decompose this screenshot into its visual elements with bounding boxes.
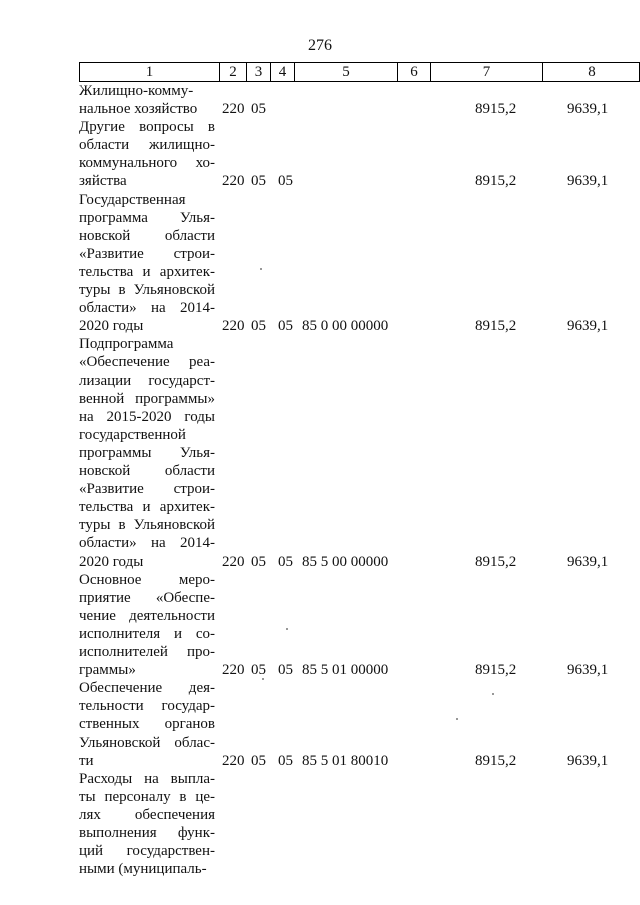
row-name-line: тельности государ- <box>79 698 215 715</box>
row-values <box>0 661 640 679</box>
cell-c3: 05 <box>251 553 266 570</box>
row-name-line: Жилищно-комму- <box>79 83 194 99</box>
cell-c8: 9639,1 <box>567 553 609 570</box>
row-name-line: программа Улья- <box>79 209 215 226</box>
row-name-line: «Развитие строи- <box>79 481 215 498</box>
row-values <box>0 172 640 190</box>
cell-c3: 05 <box>251 101 266 118</box>
row-values <box>0 100 640 118</box>
cell-c7: 8915,2 <box>475 101 517 118</box>
row-name-line: коммунального хо- <box>79 155 215 172</box>
cell-c8: 9639,1 <box>567 101 609 118</box>
cell-c2: 220 <box>222 553 245 570</box>
row-name-line: Другие вопросы в <box>79 119 215 136</box>
row-name <box>79 191 215 336</box>
cell-c7: 8915,2 <box>475 662 517 679</box>
table-row <box>0 571 640 680</box>
row-name-line: чение деятельности <box>79 607 215 624</box>
table-row <box>0 335 640 570</box>
cell-c4: 05 <box>278 752 293 769</box>
row-name-line: ти <box>79 752 94 769</box>
row-name-line: ными (муниципаль- <box>79 861 207 878</box>
row-name-line: «Развитие строи- <box>79 245 215 262</box>
scan-speck <box>492 693 494 695</box>
header-col-4: 4 <box>271 63 295 81</box>
row-name-line: ственных органов <box>79 716 215 733</box>
row-values <box>0 317 640 335</box>
cell-c5: 85 5 01 00000 <box>302 662 389 679</box>
scan-speck <box>260 268 262 270</box>
table-row <box>0 118 640 190</box>
row-name-line: исполнителя и со- <box>79 625 215 642</box>
row-name-line: туры в Ульяновской <box>79 282 215 299</box>
row-name-line: области» на 2014- <box>79 300 215 317</box>
cell-c4: 05 <box>278 553 293 570</box>
row-values <box>0 860 640 878</box>
cell-c2: 220 <box>222 318 245 335</box>
row-name-line: выполнения функ- <box>79 825 215 842</box>
row-name-line: «Обеспечение реа- <box>79 354 215 371</box>
cell-c8: 9639,1 <box>567 662 609 679</box>
header-col-7: 7 <box>431 63 543 81</box>
row-name-line: туры в Ульяновской <box>79 517 215 534</box>
row-name-line: зяйства <box>79 173 127 190</box>
cell-c8: 9639,1 <box>567 752 609 769</box>
row-name-line: ты персоналу в це- <box>79 788 215 805</box>
row-name-line: нальное хозяйство <box>79 101 198 118</box>
row-values <box>0 752 640 770</box>
row-name-line: тельства и архитек- <box>79 263 215 280</box>
cell-c2: 220 <box>222 752 245 769</box>
cell-c3: 05 <box>251 173 266 190</box>
row-name-line: Основное меро- <box>79 571 215 588</box>
table-header <box>79 62 640 82</box>
scan-speck <box>286 628 288 630</box>
header-col-2: 2 <box>220 63 247 81</box>
row-name-line: программы Улья- <box>79 444 215 461</box>
row-name-line: лизации государст- <box>79 372 215 389</box>
row-name-line: Государственная <box>79 191 186 208</box>
header-col-5: 5 <box>295 63 398 81</box>
row-name-line: исполнителей про- <box>79 644 215 661</box>
row-name-line: на 2015-2020 годы <box>79 408 215 425</box>
row-name-line: 2020 годы <box>79 553 144 570</box>
table-row <box>0 679 640 770</box>
row-name-line: новской области <box>79 463 215 480</box>
row-name-line: Подпрограмма <box>79 336 174 353</box>
page-number: 276 <box>308 37 332 54</box>
header-col-3: 3 <box>247 63 271 81</box>
row-name-line: ций государствен- <box>79 843 215 860</box>
row-name-line: 2020 годы <box>79 318 144 335</box>
cell-c2: 220 <box>222 662 245 679</box>
table-row <box>0 82 640 118</box>
row-name-line: Ульяновской облас- <box>79 734 215 751</box>
row-name <box>79 335 215 570</box>
cell-c8: 9639,1 <box>567 318 609 335</box>
scan-speck <box>262 678 264 680</box>
cell-c2: 220 <box>222 173 245 190</box>
header-col-8: 8 <box>588 64 596 80</box>
row-name-line: государственной <box>79 426 186 443</box>
cell-c3: 05 <box>251 662 266 679</box>
cell-c3: 05 <box>251 752 266 769</box>
cell-c7: 8915,2 <box>475 173 517 190</box>
row-name-line: граммы» <box>79 662 136 679</box>
cell-c4: 05 <box>278 318 293 335</box>
row-name-line: Обеспечение дея- <box>79 680 215 697</box>
cell-c2: 220 <box>222 101 245 118</box>
cell-c7: 8915,2 <box>475 752 517 769</box>
header-col-1: 1 <box>80 63 220 81</box>
table-row <box>0 191 640 336</box>
row-name-line: новской области <box>79 227 215 244</box>
table-row <box>0 770 640 879</box>
row-name-line: венной программы» <box>79 390 215 407</box>
header-col-6: 6 <box>398 63 431 81</box>
cell-c4: 05 <box>278 173 293 190</box>
row-name-line: тельства и архитек- <box>79 499 215 516</box>
cell-c8: 9639,1 <box>567 173 609 190</box>
row-values <box>0 553 640 571</box>
cell-c3: 05 <box>251 318 266 335</box>
row-name-line: лях обеспечения <box>79 806 215 823</box>
cell-c7: 8915,2 <box>475 318 517 335</box>
cell-c5: 85 5 01 80010 <box>302 752 389 769</box>
scan-speck <box>456 718 458 720</box>
cell-c5: 85 5 00 00000 <box>302 553 389 570</box>
cell-c5: 85 0 00 00000 <box>302 318 389 335</box>
row-name-line: области жилищно- <box>79 137 215 154</box>
row-name-line: области» на 2014- <box>79 535 215 552</box>
cell-c4: 05 <box>278 662 293 679</box>
row-name-line: Расходы на выпла- <box>79 770 215 787</box>
row-name-line: приятие «Обеспе- <box>79 589 215 606</box>
cell-c7: 8915,2 <box>475 553 517 570</box>
